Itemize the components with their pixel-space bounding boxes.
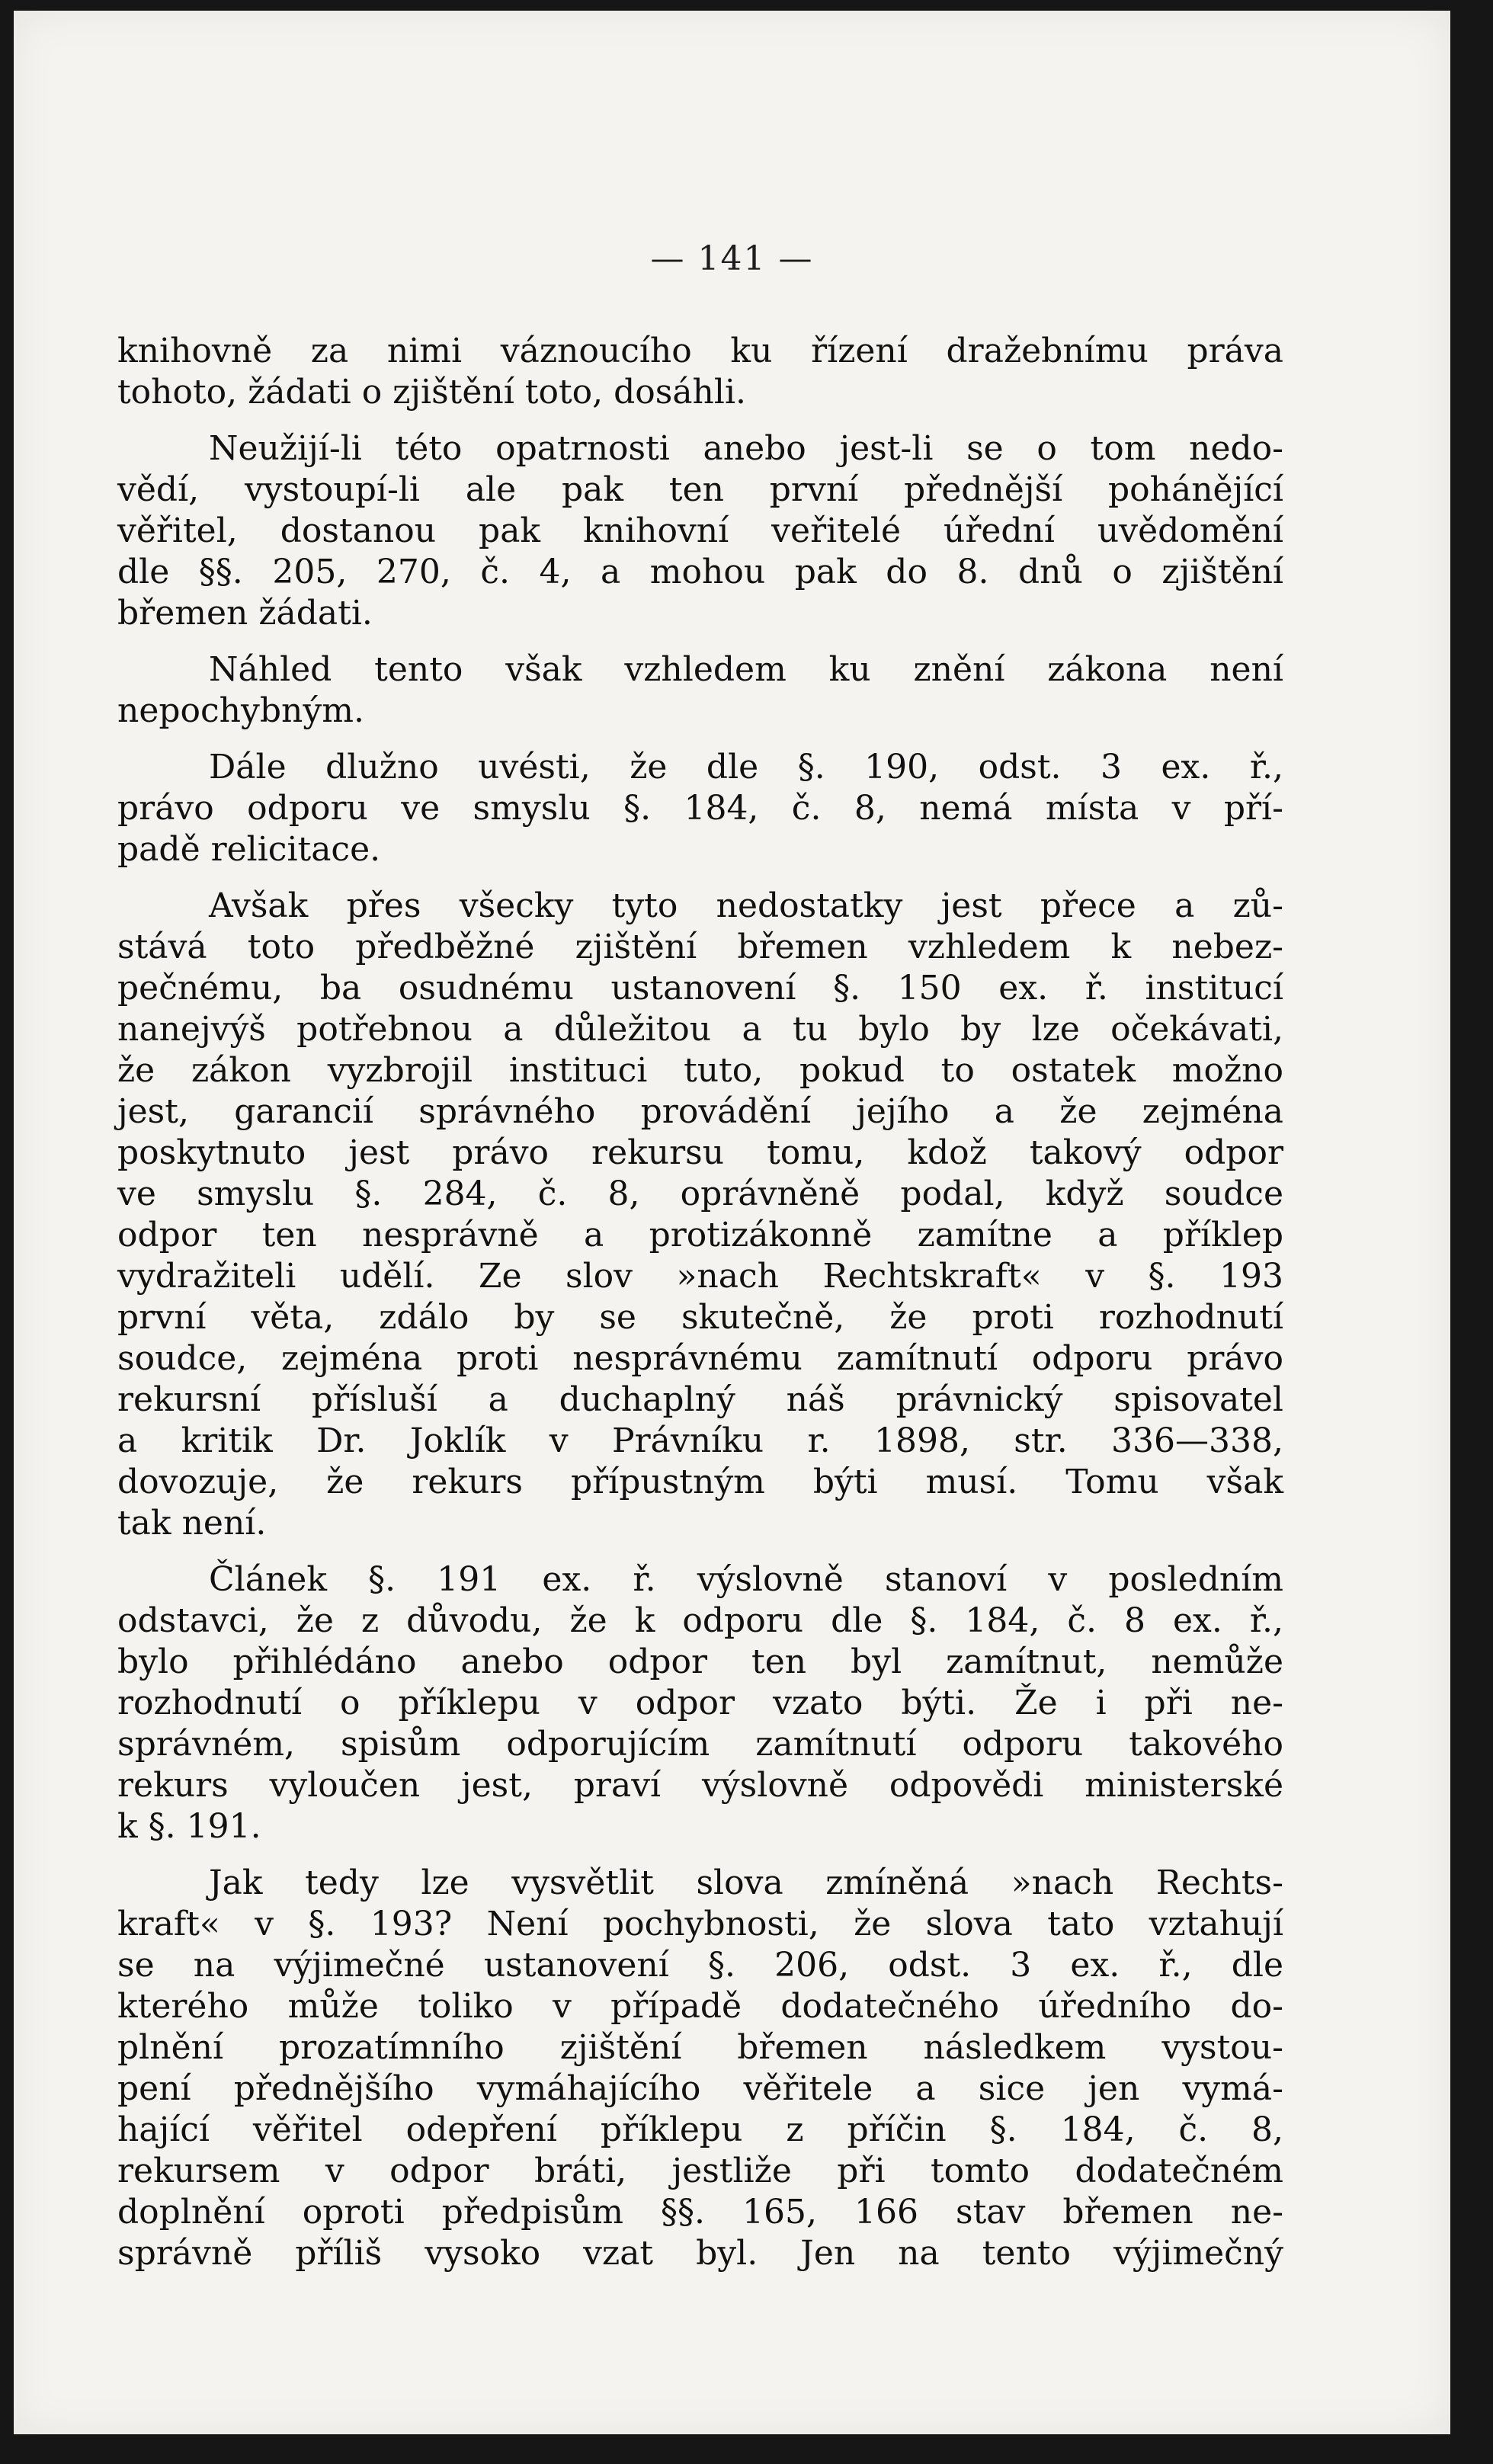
text-line: a kritik Dr. Joklík v Právníku r. 1898, str. 336—338, <box>117 1421 1283 1460</box>
text-line: rekursní přísluší a duchaplný náš právnický spisovatel <box>117 1380 1283 1419</box>
text-line: jest, garancií správného provádění jejího a že zejména <box>117 1092 1283 1131</box>
text-line: dovozuje, že rekurs přípustným býti musí. Tomu však <box>117 1463 1283 1501</box>
page-number: — 141 — <box>650 239 814 278</box>
text-line: padě relicitace. <box>117 830 381 869</box>
paragraph-gap <box>117 1544 1283 1559</box>
text-line: rekurs vyloučen jest, praví výslovně odpovědi ministerské <box>117 1766 1283 1805</box>
paragraph-gap <box>117 1847 1283 1863</box>
text-line: že zákon vyzbrojil instituci tuto, pokud to ostatek možno <box>117 1051 1283 1090</box>
text-line: Neužijí-li této opatrnosti anebo jest-li se o tom nedo- <box>209 429 1283 468</box>
text-line: Avšak přes všecky tyto nedostatky jest přece a zů- <box>209 886 1283 925</box>
text-line: správném, spisům odporujícím zamítnutí odporu takového <box>117 1725 1283 1764</box>
paragraph-gap <box>117 413 1283 428</box>
text-line: nanejvýš potřebnou a důležitou a tu bylo by lze očekávati, <box>117 1010 1283 1049</box>
text-line: plnění prozatímního zjištění břemen následkem vystou- <box>117 2028 1283 2067</box>
text-line: Náhled tento však vzhledem ku znění zákona není <box>209 650 1283 689</box>
text-line: dle §§. 205, 270, č. 4, a mohou pak do 8. dnů o zjištění <box>117 553 1283 591</box>
text-line: kterého může toliko v případě dodatečného úředního do- <box>117 1987 1283 2026</box>
text-line: poskytnuto jest právo rekursu tomu, kdož takový odpor <box>117 1133 1283 1172</box>
text-line: odpor ten nesprávně a protizákonně zamítne a příklep <box>117 1216 1283 1254</box>
text-line: stává toto předběžné zjištění břemen vzhledem k nebez- <box>117 928 1283 966</box>
text-line: Článek §. 191 ex. ř. výslovně stanoví v posledním <box>209 1560 1283 1599</box>
text-line: první věta, zdálo by se skutečně, že proti rozhodnutí <box>117 1298 1283 1337</box>
text-line: hající věřitel odepření příklepu z příčin §. 184, č. 8, <box>117 2110 1283 2149</box>
text-line: tohoto, žádati o zjištění toto, dosáhli. <box>117 373 747 412</box>
text-line: rekursem v odpor bráti, jestliže při tomto dodatečném <box>117 2152 1283 2190</box>
text-line: ve smyslu §. 284, č. 8, oprávněně podal, když soudce <box>117 1174 1283 1213</box>
text-line: Jak tedy lze vysvětlit slova zmíněná »nach Rechts- <box>209 1863 1283 1902</box>
text-line: tak není. <box>117 1504 267 1543</box>
text-line: nepochybným. <box>117 691 364 730</box>
text-line: knihovně za nimi váznoucího ku řízení dražebnímu práva <box>117 332 1283 370</box>
paragraph-gap <box>117 870 1283 886</box>
text-line: vydražiteli udělí. Ze slov »nach Rechtskraft« v §. 193 <box>117 1257 1283 1296</box>
text-line: pečnému, ba osudnému ustanovení §. 150 ex. ř. institucí <box>117 969 1283 1008</box>
text-line: správně příliš vysoko vzat byl. Jen na tento výjimečný <box>117 2234 1283 2273</box>
text-line: soudce, zejména proti nesprávnému zamítnutí odporu právo <box>117 1339 1283 1378</box>
text-line: rozhodnutí o příklepu v odpor vzato býti. Že i při ne- <box>117 1684 1283 1722</box>
text-line: bylo přihlédáno anebo odpor ten byl zamítnut, nemůže <box>117 1642 1283 1681</box>
book-page <box>14 11 1450 2434</box>
text-line: se na výjimečné ustanovení §. 206, odst. 3 ex. ř., dle <box>117 1946 1283 1985</box>
text-line: doplnění oproti předpisům §§. 165, 166 stav břemen ne- <box>117 2193 1283 2232</box>
text-line: břemen žádati. <box>117 594 373 633</box>
text-line: kraft« v §. 193? Není pochybnosti, že slova tato vztahují <box>117 1905 1283 1943</box>
paragraph-gap <box>117 732 1283 747</box>
text-line: věřitel, dostanou pak knihovní veřitelé úřední uvědomění <box>117 511 1283 550</box>
text-line: právo odporu ve smyslu §. 184, č. 8, nemá místa v pří- <box>117 789 1283 828</box>
text-line: Dále dlužno uvésti, že dle §. 190, odst. 3 ex. ř., <box>209 748 1283 787</box>
text-line: k §. 191. <box>117 1807 261 1846</box>
body-text <box>117 331 1283 2274</box>
paragraph-gap <box>117 634 1283 649</box>
text-line: odstavci, že z důvodu, že k odporu dle §. 184, č. 8 ex. ř., <box>117 1601 1283 1640</box>
text-line: pení přednějšího vymáhajícího věřitele a sice jen vymá- <box>117 2069 1283 2108</box>
text-line: vědí, vystoupí-li ale pak ten první přednější pohánějící <box>117 470 1283 509</box>
